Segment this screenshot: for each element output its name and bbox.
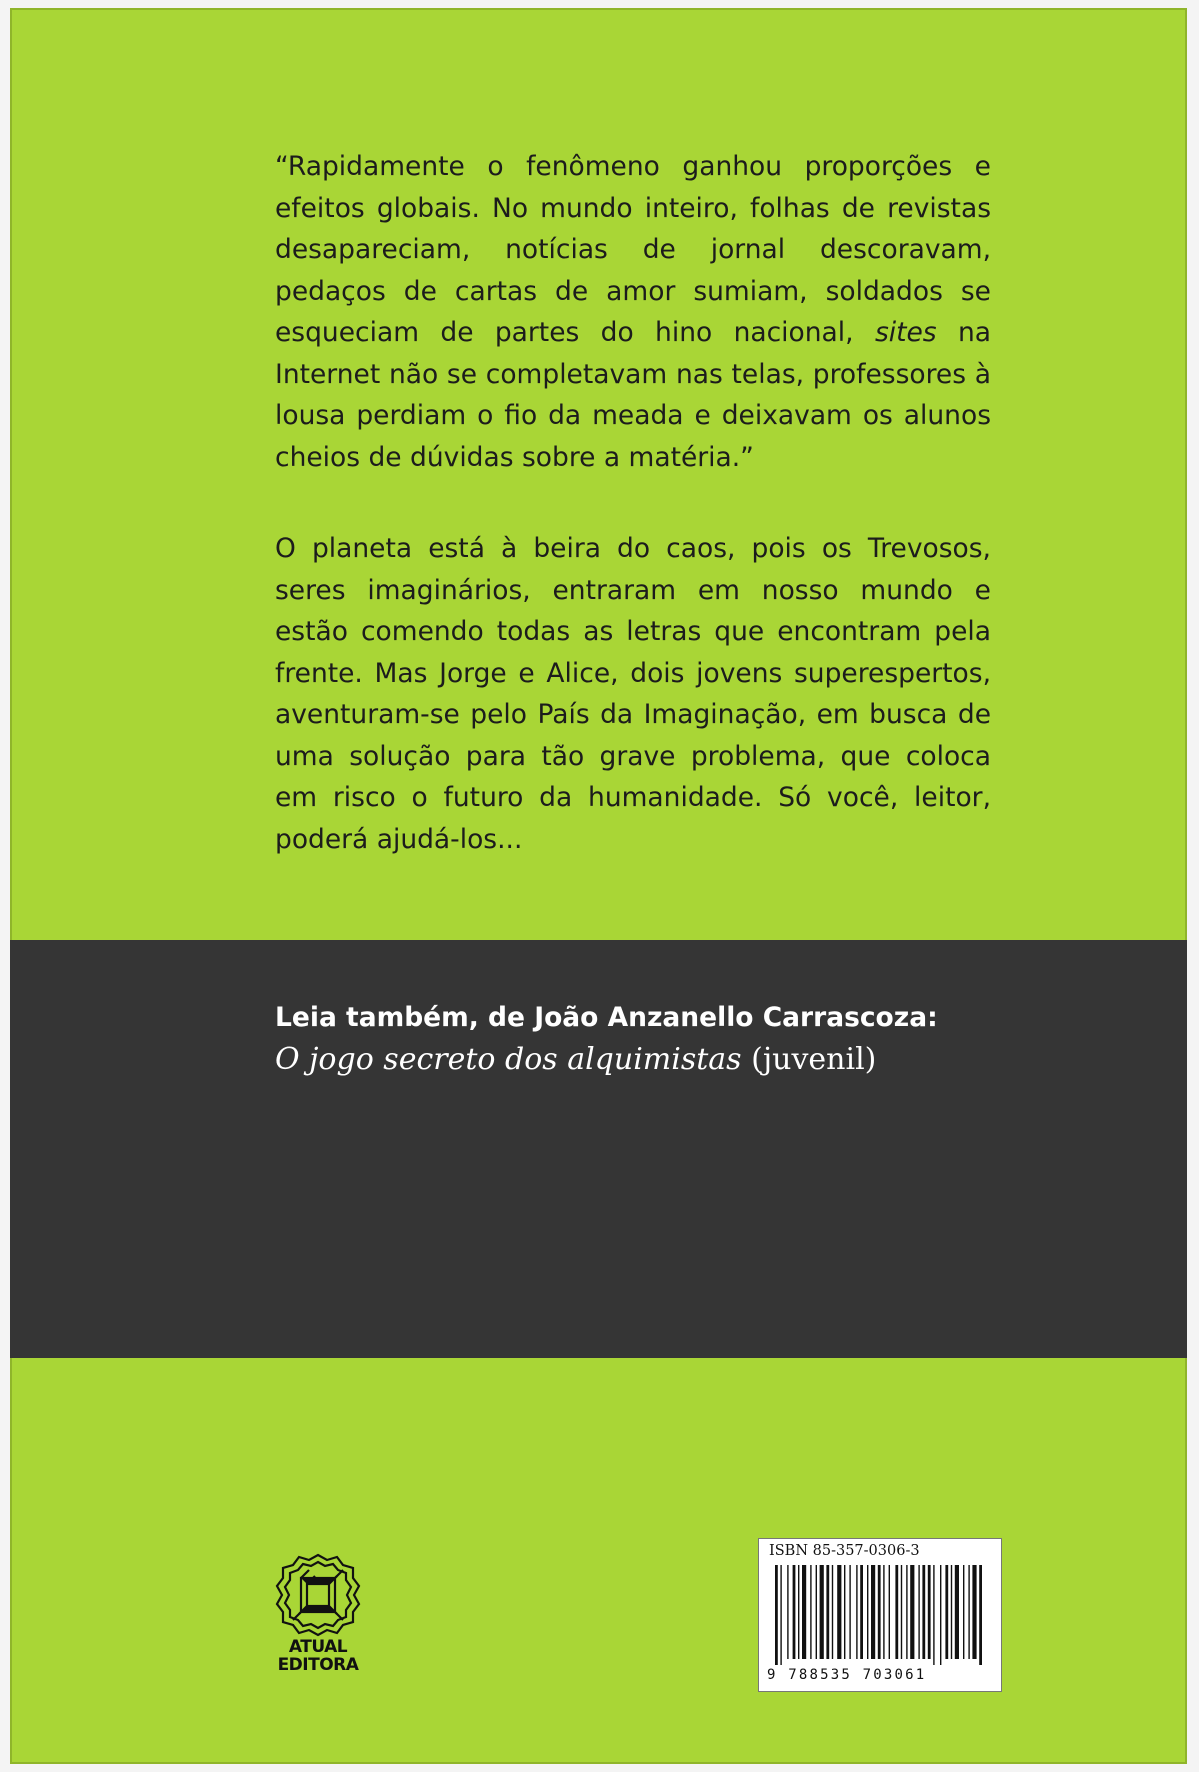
barcode-bar (928, 1565, 931, 1659)
barcode-bar (910, 1565, 914, 1659)
barcode-bar (798, 1565, 799, 1659)
barcode-bars (771, 1565, 989, 1665)
barcode-bar (922, 1565, 925, 1659)
barcode-bar (972, 1565, 976, 1659)
barcode-bar (837, 1565, 841, 1659)
barcode-bar (793, 1565, 796, 1659)
also-read-block (275, 998, 938, 1082)
barcode-bar (816, 1565, 817, 1659)
barcode-bar (906, 1565, 907, 1659)
cover-quote (275, 146, 991, 478)
publisher-name-line2: EDITORA (277, 1655, 359, 1675)
barcode-bar (780, 1565, 781, 1665)
isbn-barcode (758, 1538, 1002, 1692)
barcode-bar (889, 1565, 890, 1659)
barcode-bar (901, 1565, 902, 1659)
publisher-name-line1: ATUAL (288, 1637, 348, 1657)
barcode-bar (867, 1565, 868, 1659)
barcode-bar (856, 1565, 857, 1659)
barcode-bar (871, 1565, 875, 1659)
barcode-bar (832, 1565, 833, 1659)
quote-text-italic-sites: sites (874, 317, 937, 348)
barcode-bar (844, 1565, 845, 1659)
barcode-bar (968, 1565, 969, 1659)
barcode-bar (945, 1565, 948, 1659)
barcode-bar (802, 1565, 806, 1659)
barcode-bar (883, 1565, 884, 1659)
barcode-bar (979, 1565, 982, 1665)
also-read-book-title: O jogo secreto dos alquimistas (275, 1042, 742, 1077)
barcode-bar (820, 1565, 824, 1659)
barcode-bar (940, 1565, 941, 1665)
also-read-book (275, 1038, 938, 1082)
synopsis-paragraph: O planeta está à beira do caos, pois os Trevosos, seres imaginários, entraram em nosso mundo e estão comendo todas as letras que encontram pela frente. Mas Jorge e Alice, dois jovens superespertos, aventuram-se pelo País da Imaginação, em busca de uma solução para tão grave problema, que coloca em risco o futuro da humanidade. Só você, leitor, poderá ajudá-los... (275, 533, 991, 855)
atual-editora-logo-icon (275, 1552, 361, 1638)
book-back-cover (10, 8, 1187, 1764)
barcode-bar (918, 1565, 919, 1659)
barcode-bar (878, 1565, 881, 1659)
barcode-digits: 9 788535 703061 (767, 1667, 927, 1683)
barcode-bar (826, 1565, 829, 1659)
publisher-logo (268, 1552, 368, 1674)
also-read-band (10, 940, 1187, 1358)
barcode-bar (849, 1565, 850, 1659)
also-read-label: Leia também, de João Anzanello Carrascoza: (275, 1002, 938, 1033)
barcode-bar (775, 1565, 778, 1665)
barcode-bar (951, 1565, 952, 1659)
barcode-bar (955, 1565, 959, 1659)
isbn-label: ISBN 85-357-0306-3 (769, 1543, 920, 1559)
barcode-bar (860, 1565, 863, 1659)
barcode-bar (810, 1565, 811, 1659)
also-read-book-note: (juvenil) (751, 1042, 877, 1077)
quote-text-part-2: na Internet não se completavam nas telas, professores à lousa perdiam o fio da meada e deixavam os alunos cheios de dúvidas sobre a matéria.” (275, 317, 991, 473)
barcode-bar (933, 1565, 934, 1665)
cover-synopsis (275, 528, 991, 860)
barcode-bar (895, 1565, 898, 1659)
barcode-bar (787, 1565, 788, 1659)
quote-text-part-1: “Rapidamente o fenômeno ganhou proporções e efeitos globais. No mundo inteiro, folhas de revistas desapareciam, notícias de jornal descoravam, pedaços de cartas de amor sumiam, soldados se esqueciam de partes do hino nacional, (275, 151, 991, 348)
quote-paragraph (275, 146, 991, 478)
barcode-bar (963, 1565, 964, 1659)
